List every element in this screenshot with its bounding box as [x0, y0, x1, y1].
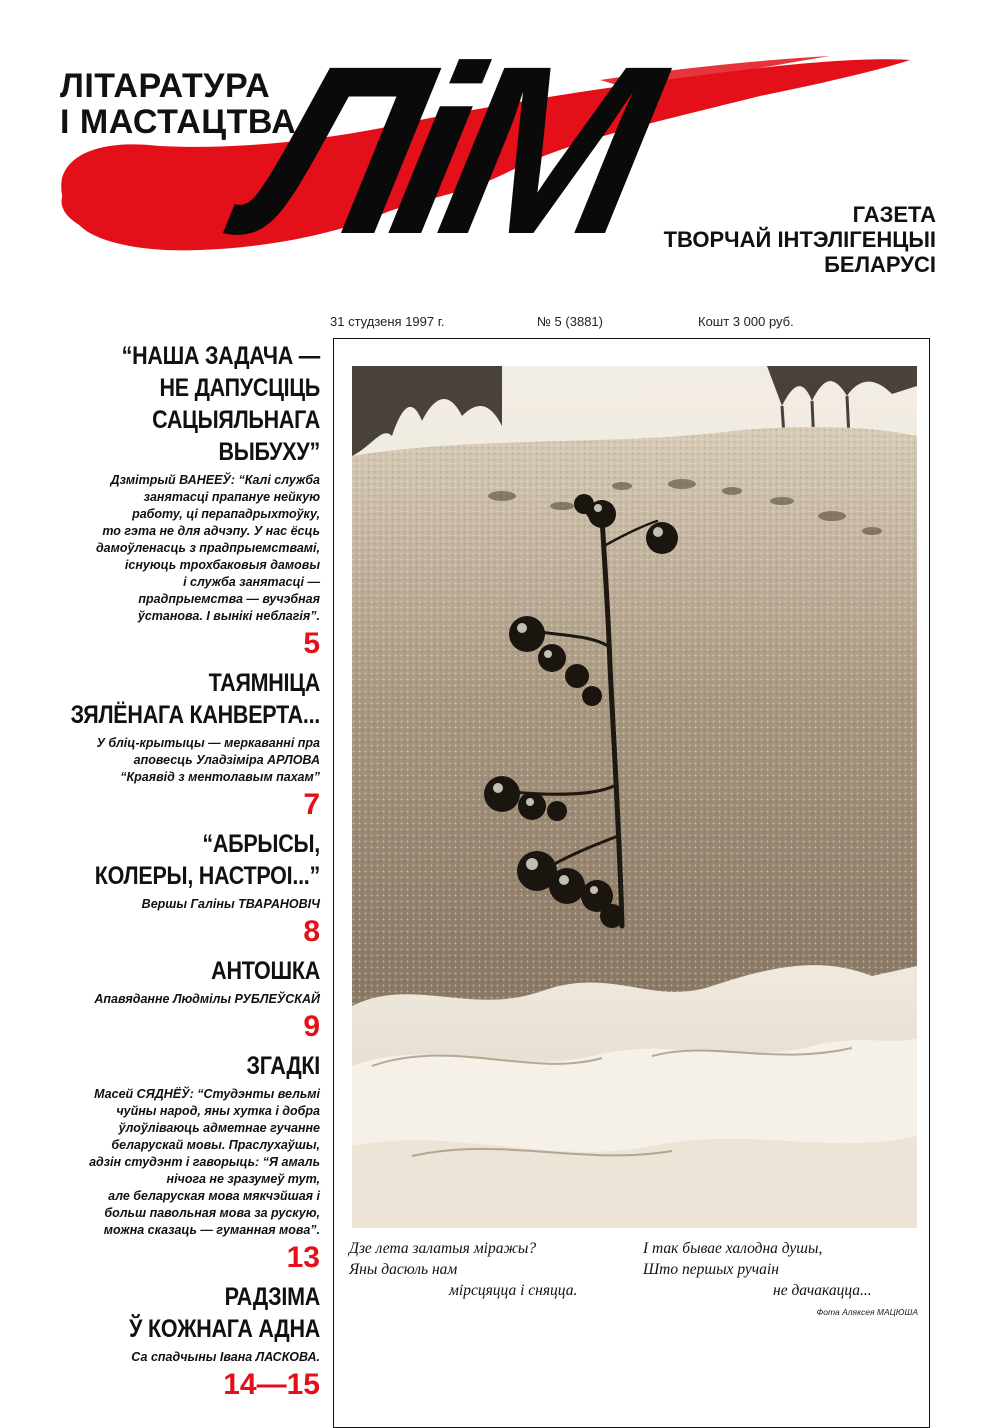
poem-line: Дзе лета залатыя міражы? [349, 1240, 537, 1257]
article-headline: Ў КОЖНАГА АДНА [129, 1315, 320, 1343]
article-teaser [30, 667, 320, 822]
article-lead [30, 472, 320, 625]
article-headline: ТАЯМНІЦА [208, 669, 320, 697]
photo-credit: Фота Аляксея МАЦЮША [816, 1307, 918, 1317]
article-headline: “АБРЫСЫ, [202, 830, 320, 858]
masthead [0, 0, 1000, 300]
poem-line: мірсцяцца і сняцца. [449, 1282, 578, 1299]
poem-line: І так бывае халодна душы, [643, 1240, 823, 1257]
article-lead-line: ўлоўліваюць адметнае гучанне [118, 1121, 320, 1135]
article-lead-line: больш павольная мова за рускую, [104, 1206, 320, 1220]
article-teaser [30, 340, 320, 661]
issue-number: № 5 (3881) [537, 314, 603, 329]
article-lead-line: то гэта не для адчэпу. У нас ёсць [102, 524, 320, 538]
article-page-number: 9 [303, 1010, 320, 1043]
article-teaser [30, 1050, 320, 1275]
masthead-title-line1: ЛІТАРАТУРА [60, 67, 271, 105]
poem-line: Яны дасюль нам [349, 1261, 458, 1278]
lim-logo: ЛіМ [226, 16, 661, 284]
article-lead-line: прадпрыемства — вучэбная [138, 592, 320, 606]
article-page-number: 14—15 [223, 1368, 320, 1401]
article-page-number: 5 [303, 627, 320, 660]
contents-sidebar [30, 340, 320, 1408]
article-lead-line: ўстанова. І вынікі неблагія”. [137, 609, 320, 623]
article-page-number: 8 [303, 915, 320, 948]
article-headline: КОЛЕРЫ, НАСТРОІ...” [94, 862, 320, 890]
article-lead-line: Са спадчыны Івана ЛАСКОВА. [131, 1350, 320, 1364]
article-headline: НЕ ДАПУСЦІЦЬ [159, 374, 320, 402]
article-teaser [30, 828, 320, 949]
article-lead-line: адзін студэнт і гаворыць: “Я амаль [89, 1155, 320, 1169]
article-lead [30, 1349, 320, 1366]
article-lead-line: Апавяданне Людмілы РУБЛЕЎСКАЙ [94, 992, 320, 1006]
article-headline: ЗГАДКІ [246, 1052, 320, 1080]
article-lead-line: беларускай мовы. Праслухаўшы, [111, 1138, 320, 1152]
article-headline: ЗЯЛЁНАГА КАНВЕРТА... [70, 701, 321, 729]
article-headline: АНТОШКА [211, 957, 320, 985]
article-lead-line: існуюць трохбаковыя дамовы [124, 558, 320, 572]
article-headline: “НАША ЗАДАЧА — [121, 342, 320, 370]
poem-stanza-right [643, 1238, 872, 1301]
article-lead-line: можна сказаць — гуманная мова”. [103, 1223, 320, 1237]
article-lead [30, 735, 320, 786]
article-lead-line: Вершы Галіны ТВАРАНОВІЧ [141, 897, 320, 911]
cover-poem [333, 1238, 930, 1318]
article-lead-line: занятасці прапануе нейкую [143, 490, 320, 504]
article-lead-line: аповесць Уладзіміра АРЛОВА [133, 753, 320, 767]
issue-date: 31 студзеня 1997 г. [330, 314, 445, 329]
article-lead-line: Масей СЯДНЁЎ: “Студэнты вельмі [94, 1087, 320, 1101]
article-lead-line: “Краявід з ментолавым пахам” [120, 770, 320, 784]
masthead-subtitle [664, 202, 936, 277]
masthead-subtitle-line3: БЕЛАРУСІ [824, 252, 936, 277]
article-lead-line: дамоўленасць з прадпрыемствамі, [95, 541, 320, 555]
poem-line: Што першых ручаін [643, 1261, 779, 1278]
issue-info [330, 314, 930, 332]
masthead-title-line2: І МАСТАЦТВА [60, 103, 297, 141]
article-lead [30, 896, 320, 913]
masthead-subtitle-line1: ГАЗЕТА [852, 202, 936, 227]
article-lead-line: чуйны народ, яны хутка і добра [116, 1104, 320, 1118]
poem-stanza-left [349, 1238, 577, 1301]
cover-photo-snow-pine [352, 366, 917, 1228]
article-lead-line: У бліц-крытыцы — меркаванні пра [96, 736, 320, 750]
article-lead-line: Дзмітрый ВАНЕЕЎ: “Калі служба [110, 473, 320, 487]
article-lead [30, 1086, 320, 1239]
article-lead-line: але беларуская мова мякчэйшая і [108, 1189, 320, 1203]
article-page-number: 7 [303, 788, 320, 821]
article-page-number: 13 [286, 1241, 320, 1274]
article-lead-line: нічога не зразумеў тут, [166, 1172, 320, 1186]
article-headline: РАДЗІМА [224, 1283, 320, 1311]
article-headline: САЦЫЯЛЬНАГА ВЫБУХУ” [152, 406, 320, 466]
article-teaser [30, 1281, 320, 1402]
article-lead-line: і служба занятасці — [183, 575, 320, 589]
masthead-subtitle-line2: ТВОРЧАЙ ІНТЭЛІГЕНЦЫІ [663, 227, 936, 252]
poem-line: не дачакацца... [773, 1282, 872, 1299]
issue-price: Кошт 3 000 руб. [698, 314, 794, 329]
article-teaser [30, 955, 320, 1044]
article-lead-line: работу, ці перападрыхтоўку, [132, 507, 320, 521]
article-lead [30, 991, 320, 1008]
